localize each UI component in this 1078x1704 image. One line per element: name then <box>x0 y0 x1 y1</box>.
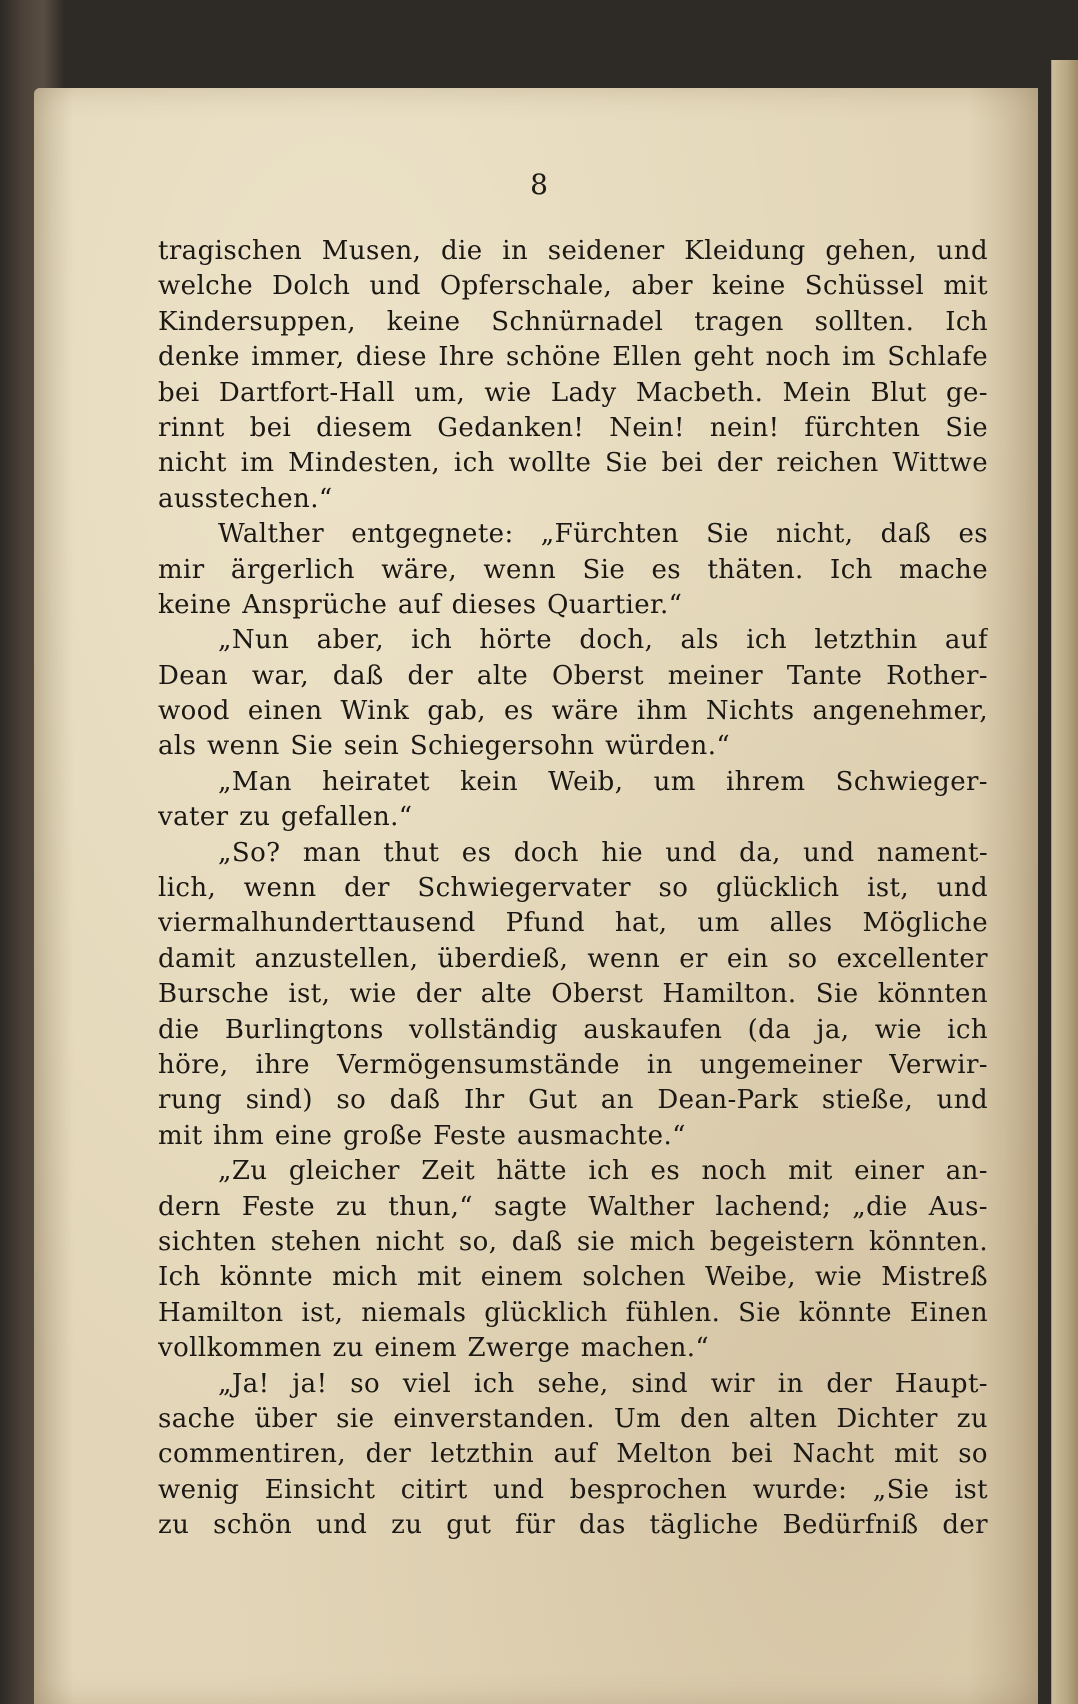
page-number: 8 <box>530 168 548 201</box>
text-line: mit ihm eine große Feste ausmachte.“ <box>158 1120 686 1151</box>
page-stack-edge <box>1051 60 1078 1704</box>
text-line: „So? man thut es doch hie und da, und nament- <box>218 837 988 868</box>
body-text <box>158 234 988 1543</box>
text-line: die Burlingtons vollständig auskaufen (da ja, wie ich <box>158 1014 988 1045</box>
text-line: viermalhunderttausend Pfund hat, um alles Mögliche <box>158 908 988 939</box>
text-line: „Ja! ja! so viel ich sehe, sind wir in der Haupt- <box>218 1368 988 1399</box>
text-line: vollkommen zu einem Zwerge machen.“ <box>158 1333 710 1364</box>
text-line: tragischen Musen, die in seidener Kleidung gehen, und <box>158 236 988 266</box>
text-line: wood einen Wink gab, es wäre ihm Nichts angenehmer, <box>158 696 988 727</box>
text-line: Ich könnte mich mit einem solchen Weibe, wie Mistreß <box>158 1262 988 1293</box>
text-line: keine Ansprüche auf dieses Quartier.“ <box>158 589 683 620</box>
text-line: höre, ihre Vermögensumstände in ungemeiner Verwir- <box>158 1049 988 1080</box>
text-line: sichten stehen nicht so, daß sie mich begeistern könnten. <box>158 1226 988 1257</box>
text-line: lich, wenn der Schwiegervater so glücklich ist, und <box>158 873 988 904</box>
text-line: denke immer, diese Ihre schöne Ellen geht noch im Schlafe <box>158 342 988 373</box>
text-line: Dean war, daß der alte Oberst meiner Tante Rother- <box>158 660 988 691</box>
text-line: zu schön und zu gut für das tägliche Bedürfniß der <box>158 1510 988 1541</box>
text-line: Walther entgegnete: „Fürchten Sie nicht, daß es <box>218 519 988 550</box>
text-line: ausstechen.“ <box>158 483 333 514</box>
text-line: rinnt bei diesem Gedanken! Nein! nein! fürchten Sie <box>158 412 988 443</box>
text-line: „Nun aber, ich hörte doch, als ich letzthin auf <box>218 625 988 656</box>
text-line: mir ärgerlich wäre, wenn Sie es thäten. Ich mache <box>158 554 988 585</box>
text-line: nicht im Mindesten, ich wollte Sie bei der reichen Wittwe <box>158 448 988 479</box>
text-line: bei Dartfort-Hall um, wie Lady Macbeth. Mein Blut ge- <box>158 377 988 408</box>
text-line: Kindersuppen, keine Schnürnadel tragen sollten. Ich <box>158 306 988 337</box>
text-line: Hamilton ist, niemals glücklich fühlen. Sie könnte Einen <box>158 1297 988 1328</box>
text-line: sache über sie einverstanden. Um den alten Dichter zu <box>158 1403 988 1434</box>
text-line: dern Feste zu thun,“ sagte Walther lachend; „die Aus- <box>158 1191 988 1222</box>
text-line: commentiren, der letzthin auf Melton bei Nacht mit so <box>158 1439 988 1470</box>
text-line: „Man heiratet kein Weib, um ihrem Schwieger- <box>218 766 988 797</box>
text-line: Bursche ist, wie der alte Oberst Hamilton. Sie könnten <box>158 979 988 1010</box>
text-line: damit anzustellen, überdieß, wenn er ein so excellenter <box>158 943 988 974</box>
text-line: als wenn Sie sein Schiegersohn würden.“ <box>158 731 731 762</box>
text-line: vater zu gefallen.“ <box>158 802 413 833</box>
text-line: wenig Einsicht citirt und besprochen wurde: „Sie ist <box>158 1474 988 1505</box>
text-line: „Zu gleicher Zeit hätte ich es noch mit einer an- <box>218 1156 988 1187</box>
text-line: rung sind) so daß Ihr Gut an Dean-Park stieße, und <box>158 1085 988 1116</box>
text-line: welche Dolch und Opferschale, aber keine Schüssel mit <box>158 271 988 302</box>
